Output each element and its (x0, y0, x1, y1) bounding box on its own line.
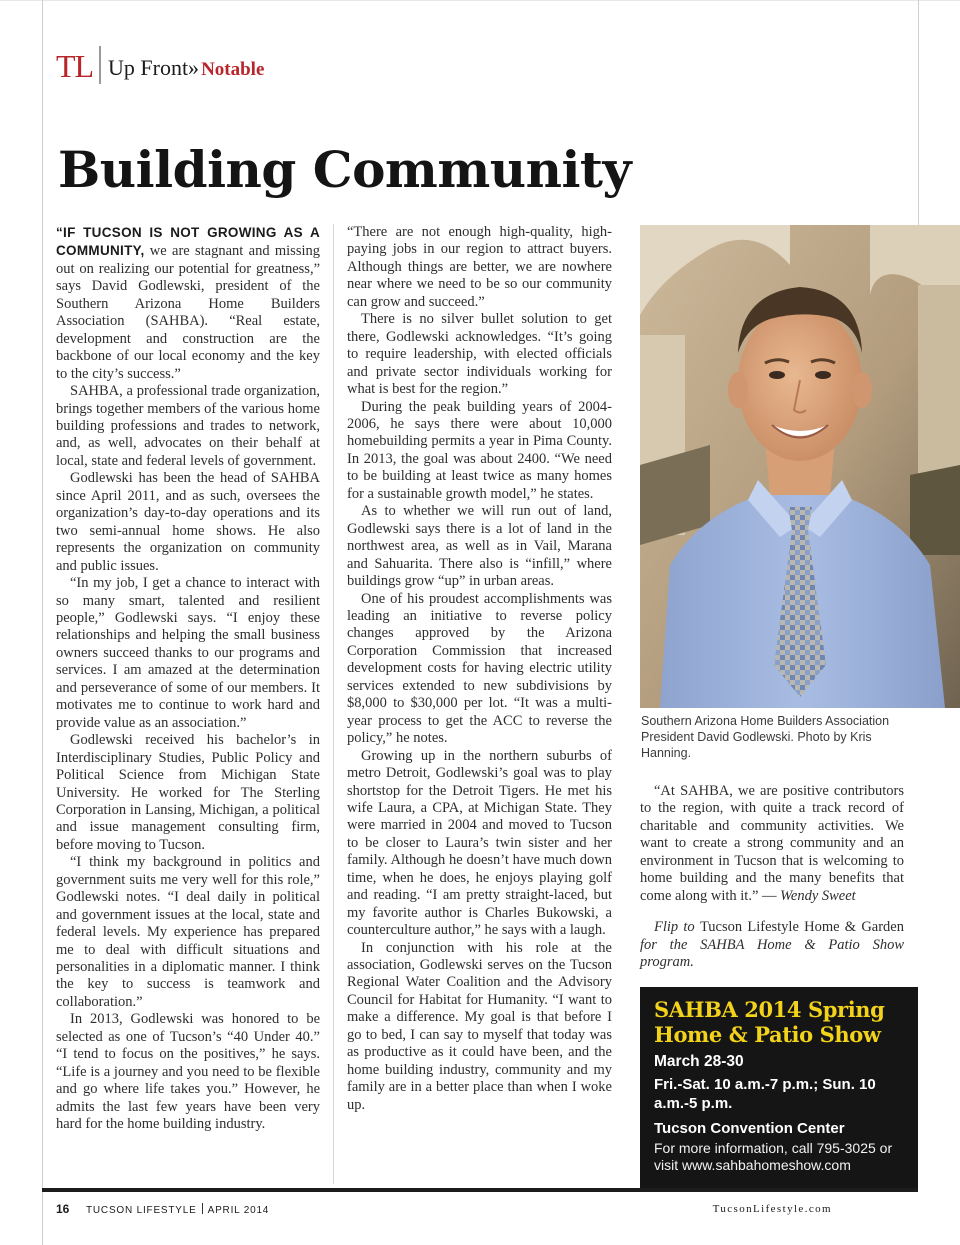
article-paragraph: “At SAHBA, we are positive contributors to the region, with quite a track record of charitable and community activities. We want to create a strong community and an environment in Tucson that is welcoming to home building and the many benefits that come along with it.” — Wendy Sweet (640, 783, 904, 904)
footer-divider (202, 1203, 203, 1214)
event-times: Fri.-Sat. 10 a.m.-7 p.m.; Sun. 10 a.m.-5 p.m. (654, 1076, 876, 1112)
event-info-box (640, 987, 918, 1188)
magazine-name: TUCSON LIFESTYLE (86, 1205, 197, 1216)
article-paragraph: Godlewski received his bachelor’s in Interdisciplinary Studies, Public Policy and Political Science from Michigan State University. He worked for The Sterling Corporation in Lansing, Michigan, a political and issue management consulting firm, before moving to Tucson. (56, 732, 320, 853)
article-headline: Building Community (58, 140, 632, 199)
logo-divider (99, 46, 101, 84)
article-paragraph: “IF TUCSON IS NOT GROWING AS A COMMUNITY, we are stagnant and missing out on realizing our potential for greatness,” says David Godlewski, president of the Southern Arizona Home Builders Association (SAHBA). “Real estate, development and construction are the backbone of our local economy and the key to the city’s success.” (56, 225, 320, 382)
right-margin-rule (918, 0, 919, 225)
article-column-2 (347, 224, 612, 1114)
issue-date: APRIL 2014 (207, 1205, 270, 1216)
top-rule (0, 0, 960, 1)
article-column-1 (56, 224, 320, 1134)
article-paragraph: “I think my background in politics and government suits me very well for this role,” Godlewski notes. “I deal daily in political and government issues at the local, state and federal levels. My experience has prepared me to deal with difficult situations and personalities in a diplomatic manner. I think the key to success is teamwork and collaboration.” (56, 854, 320, 1010)
footer-masthead (86, 1203, 269, 1216)
left-margin-rule (42, 0, 43, 1245)
flip-to-note: Flip to Tucson Lifestyle Home & Garden for the SAHBA Home & Patio Show program. (640, 919, 904, 971)
portrait-photo (640, 225, 960, 708)
subsection-label: Notable (201, 59, 265, 80)
photo-caption: Southern Arizona Home Builders Association President David Godlewski. Photo by Kris Hanning. (641, 714, 890, 760)
article-paragraph: One of his proudest accomplishments was leading an initiative to reverse policy changes approved by the Arizona Corporation Commission that increased development costs for having electric utility services extended to new subdivisions by $8,000 to $30,000 per lot. “It was a multi-year process to get the ACC to reverse the policy,” he notes. (347, 590, 612, 747)
column-divider (333, 224, 334, 1184)
article-column-3 (640, 783, 904, 972)
article-paragraph: During the peak building years of 2004-2006, he says there were about 10,000 homebuilding permits a year in Pima County. In 2013, the goal was about 2400. “We need to be building at least twice as many homes for a sustainable growth model,” he states. (347, 398, 612, 502)
magazine-logo: TL (56, 48, 94, 84)
article-paragraph: Growing up in the northern suburbs of metro Detroit, Godlewski’s goal was to play shortstop for the Detroit Tigers. He met his wife Laura, a CPA, at Michigan State. They were married in 2004 and moved to Tucson to be closer to Laura’s twin sister and her family. Although he doesn’t have much down time, when he does, he enjoys playing golf and reading. “I am pretty straight-laced, but my favorite author is Charles Bukowski, a counterculture author,” he says with a laugh. (347, 747, 612, 939)
article-paragraph: “There are not enough high-quality, high-paying jobs in our region to attract buyers. Although things are better, we are nowhere near where we need to be so our community can grow and succeed.” (347, 224, 612, 310)
section-header (108, 54, 264, 84)
event-contact-info: For more information, call 795-3025 or visit www.sahbahomeshow.com (654, 1140, 893, 1173)
article-paragraph: There is no silver bullet solution to get there, Godlewski acknowledges. “It’s going to require leadership, with elected officials and private sector individuals working for what is best for the region.” (347, 311, 612, 398)
event-title: SAHBA 2014 Spring Home & Patio Show (654, 997, 885, 1047)
article-paragraph: As to whether we will run out of land, Godlewski says there is a lot of land in the northwest area, as well as in Vail, Marana and Sahuarita. There also is “infill,” where buildings grow “up” in urban areas. (347, 503, 612, 590)
article-paragraph: SAHBA, a professional trade organization, brings together members of the various home building professions and trades to network, and, as well, advocates on their behalf at local, state and federal levels of government. (56, 383, 320, 469)
footer-rule (42, 1188, 918, 1192)
article-paragraph: In conjunction with his role at the association, Godlewski serves on the Tucson Regional Water Coalition and the Advisory Council for Habitat for Humanity. “I want to make a difference. My goal is that before I go to bed, I can say to myself that today was as productive as it could have been, and the home building industry, community and my family are in a better place than when I woke up. (347, 939, 612, 1113)
website-url: TucsonLifestyle.com (712, 1203, 832, 1215)
article-paragraph: Godlewski has been the head of SAHBA since April 2011, and as such, oversees the organization’s day-to-day operations and its two semi-annual home shows. He also represents the organization on community and public issues. (56, 470, 320, 574)
section-label: Up Front» (108, 55, 200, 80)
article-lede: “IF TUCSON IS NOT GROWING AS A COMMUNITY, (56, 225, 320, 259)
article-paragraph: In 2013, Godlewski was honored to be selected as one of Tucson’s “40 Under 40.” “I tend to focus on the positives,” he says. “Life is a journey and you need to be flexible and go where life takes you.” However, he admits the last few years have been very hard for the home building industry. (56, 1011, 320, 1133)
page-number: 16 (56, 1202, 70, 1216)
event-dates: March 28-30 (654, 1053, 744, 1070)
article-paragraph: “In my job, I get a chance to interact with so many smart, talented and resilient people,” Godlewski says. “I enjoy these relationships and helping the small business owners succeed thanks to our programs and services. I am amazed at the determination and perseverance of some of our members. It motivates me to continue to work hard and provide value as an association.” (56, 575, 320, 731)
article-author: Wendy Sweet (780, 887, 856, 904)
event-venue: Tucson Convention Center (654, 1120, 845, 1137)
